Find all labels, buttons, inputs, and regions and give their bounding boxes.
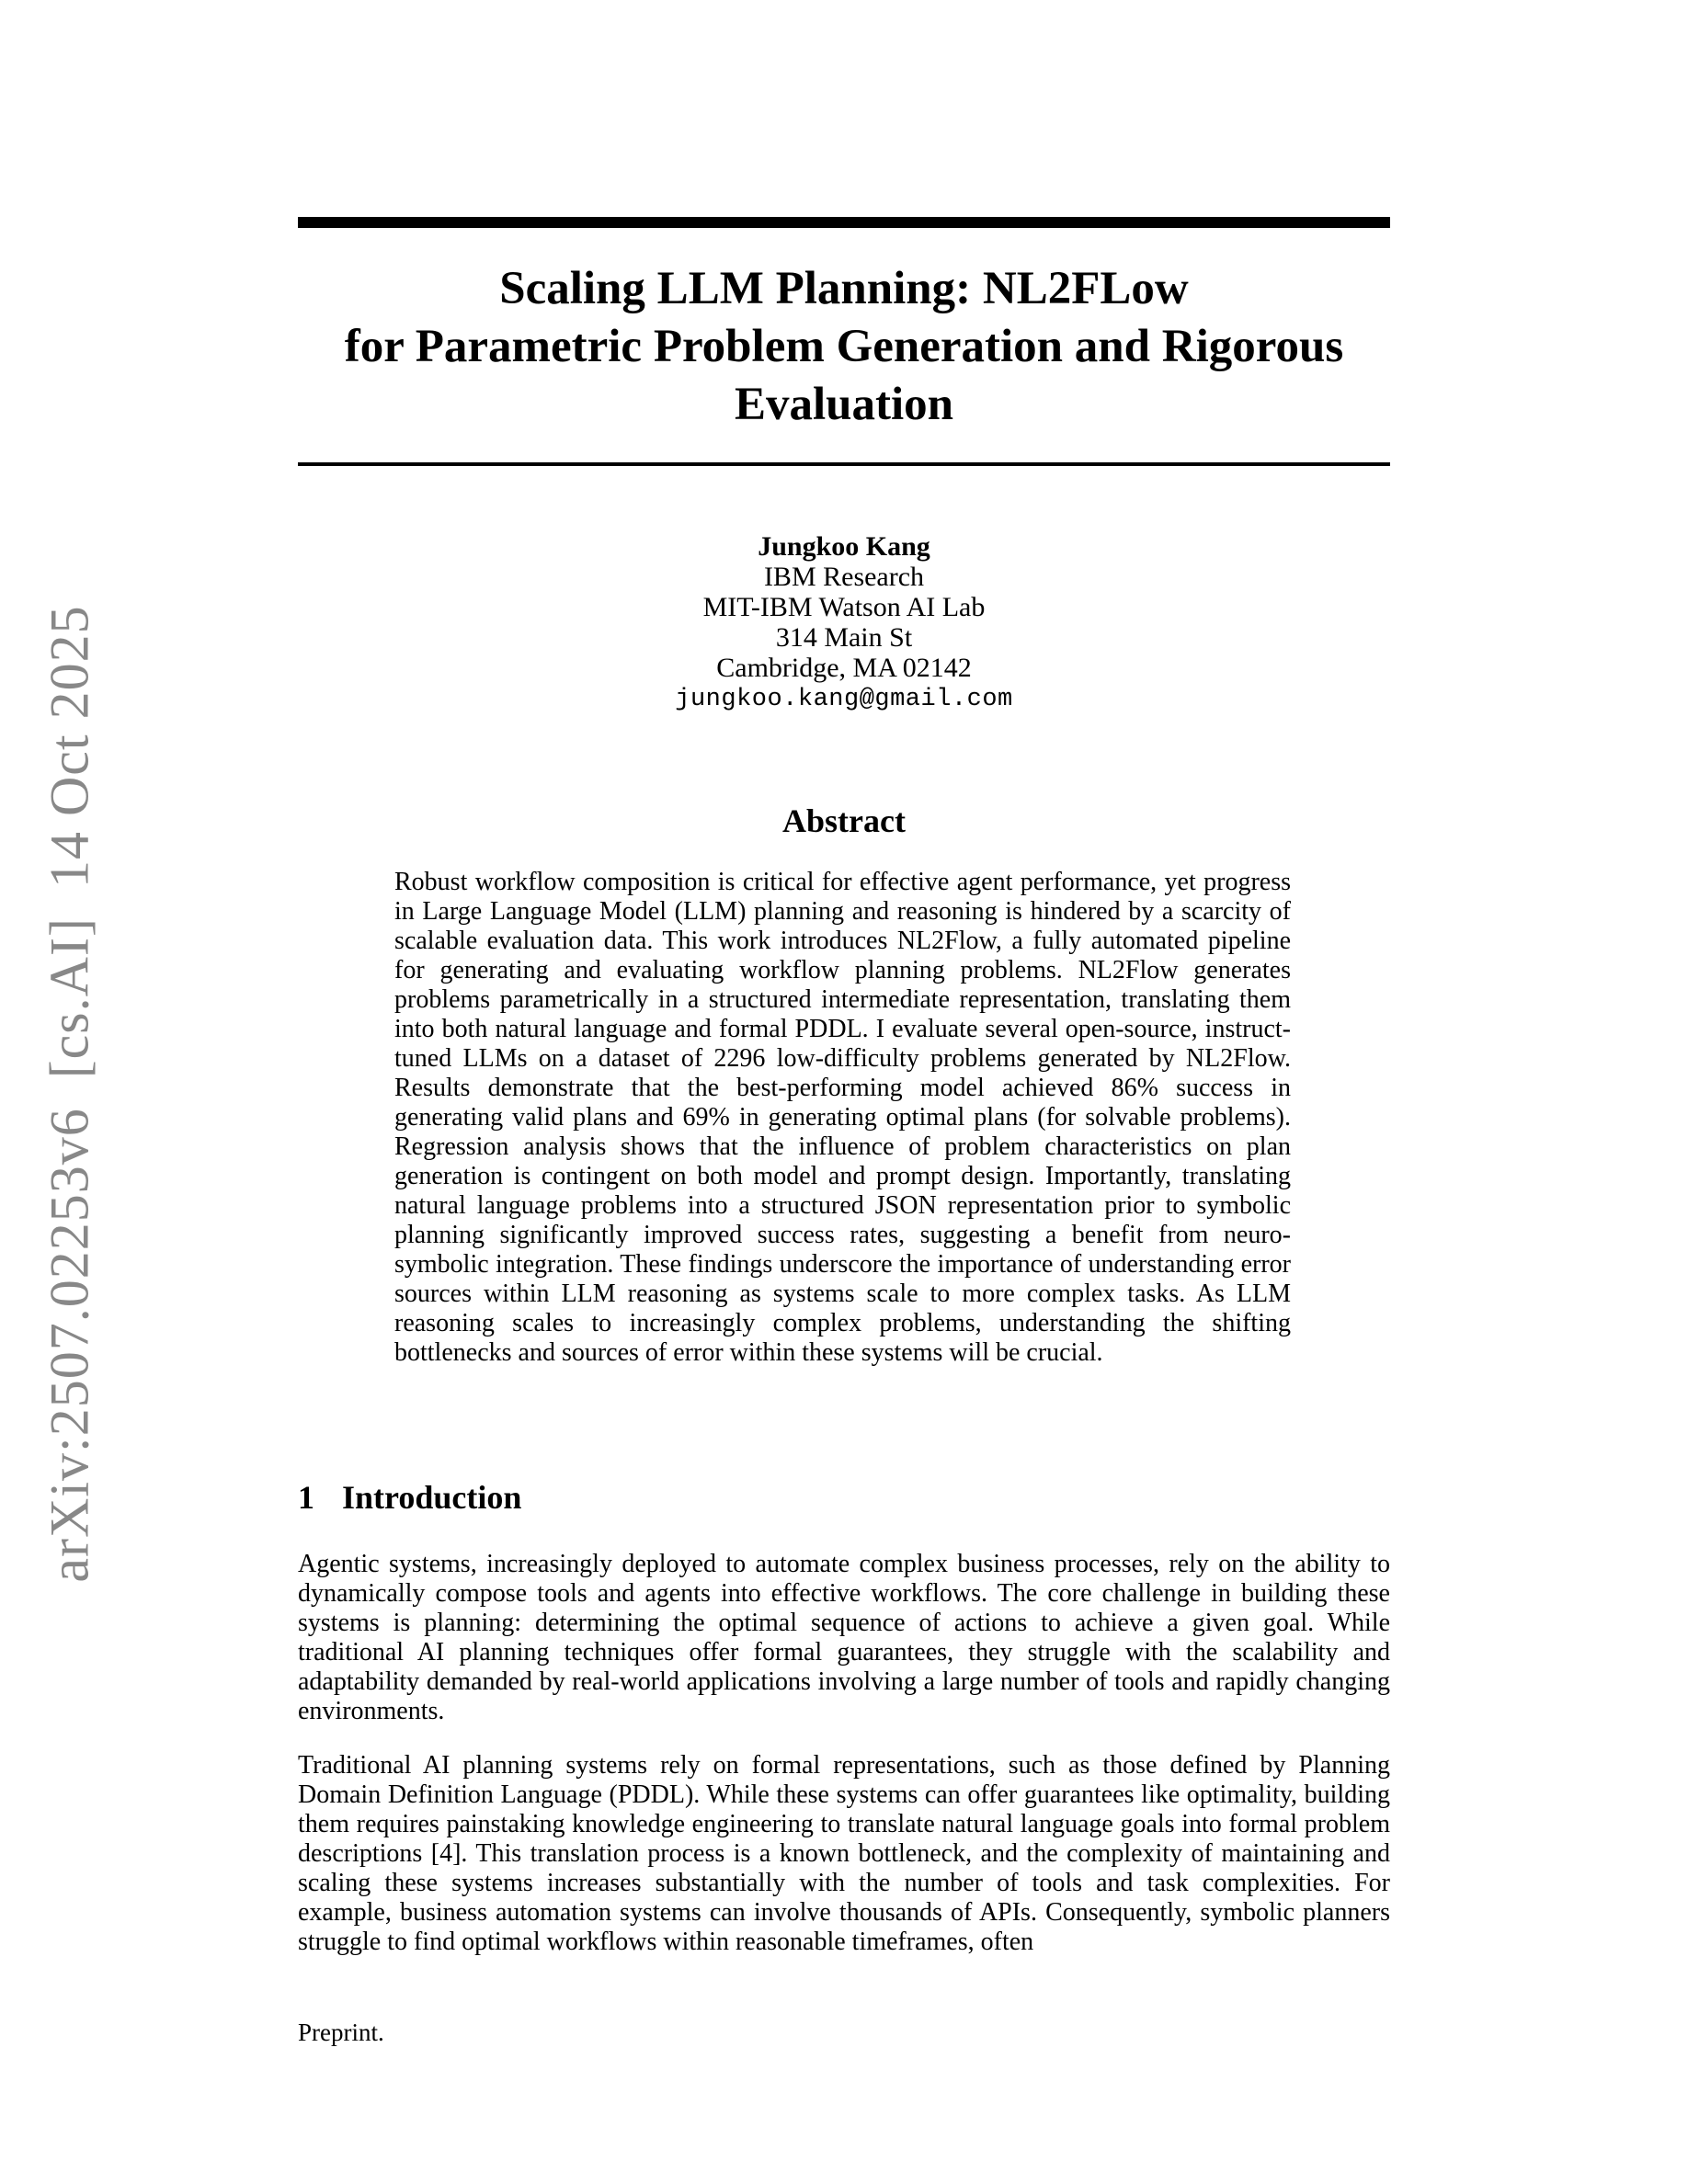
section-title: Introduction: [342, 1479, 522, 1516]
arxiv-watermark: arXiv:2507.02253v6 [cs.AI] 14 Oct 2025: [39, 605, 100, 1583]
author-name: Jungkoo Kang: [758, 531, 930, 562]
title-top-rule: [298, 217, 1390, 228]
introduction-body: [298, 1550, 1390, 1982]
paper-title: [298, 260, 1390, 434]
author-affiliation: Cambridge, MA 02142: [716, 653, 972, 683]
author-email: jungkoo.kang@gmail.com: [675, 686, 1013, 713]
section-heading: [298, 1478, 1390, 1517]
title-line: Evaluation: [734, 379, 954, 430]
section-number: 1: [298, 1479, 314, 1516]
abstract-text: Robust workflow composition is critical for effective agent performance, yet progress in Large Language Model (LLM) planning and reasoning is hindered by a scarcity of scalable evaluation data. This work introduces NL2Flow, a fully automated pipeline for generating and evaluating workflow planning problems. NL2Flow generates problems parametrically in a structured intermediate representation, translating them into both natural language and formal PDDL. I evaluate several open-source, instruct-tuned LLMs on a dataset of 2296 low-difficulty problems generated by NL2Flow. Results demonstrate that the best-performing model achieved 86% success in generating valid plans and 69% in generating optimal plans (for solvable problems). Regression analysis shows that the influence of problem characteristics on plan generation is contingent on both model and prompt design. Importantly, translating natural language problems into a structured JSON representation prior to symbolic planning significantly improved success rates, suggesting a benefit from neuro-symbolic integration. These findings underscore the importance of understanding error sources within LLM reasoning as systems scale to more complex tasks. As LLM reasoning scales to increasingly complex problems, understanding the shifting bottlenecks and sources of error within these systems will be crucial.: [394, 868, 1291, 1367]
author-affiliation: 314 Main St: [775, 622, 913, 653]
author-block: [298, 531, 1390, 715]
author-affiliation: MIT-IBM Watson AI Lab: [702, 592, 986, 622]
title-line: Scaling LLM Planning: NL2FLow: [499, 263, 1189, 314]
author-affiliation: IBM Research: [763, 562, 925, 592]
paragraph: Traditional AI planning systems rely on formal representations, such as those defined by Planning Domain Definition Language (PDDL). While these systems can offer guarantees like optimality, building them requires painstaking knowledge engineering to translate natural language goals into formal problem descriptions [4]. This translation process is a known bottleneck, and the complexity of maintaining and scaling these systems increases substantially with the number of tools and task complexities. For example, business automation systems can involve thousands of APIs. Consequently, symbolic planners struggle to find optimal workflows within reasonable timeframes, often: [298, 1751, 1390, 1956]
title-bottom-rule: [298, 462, 1390, 466]
paragraph: Agentic systems, increasingly deployed to automate complex business processes, rely on the ability to dynamically compose tools and agents into effective workflows. The core challenge in building these systems is planning: determining the optimal sequence of actions to achieve a given goal. While traditional AI planning techniques offer formal guarantees, they struggle with the scalability and adaptability demanded by real-world applications involving a large number of tools and rapidly changing environments.: [298, 1550, 1390, 1725]
title-line: for Parametric Problem Generation and Rigorous: [344, 321, 1344, 372]
abstract-heading: Abstract: [782, 802, 906, 839]
footer-preprint: Preprint.: [298, 2019, 384, 2046]
